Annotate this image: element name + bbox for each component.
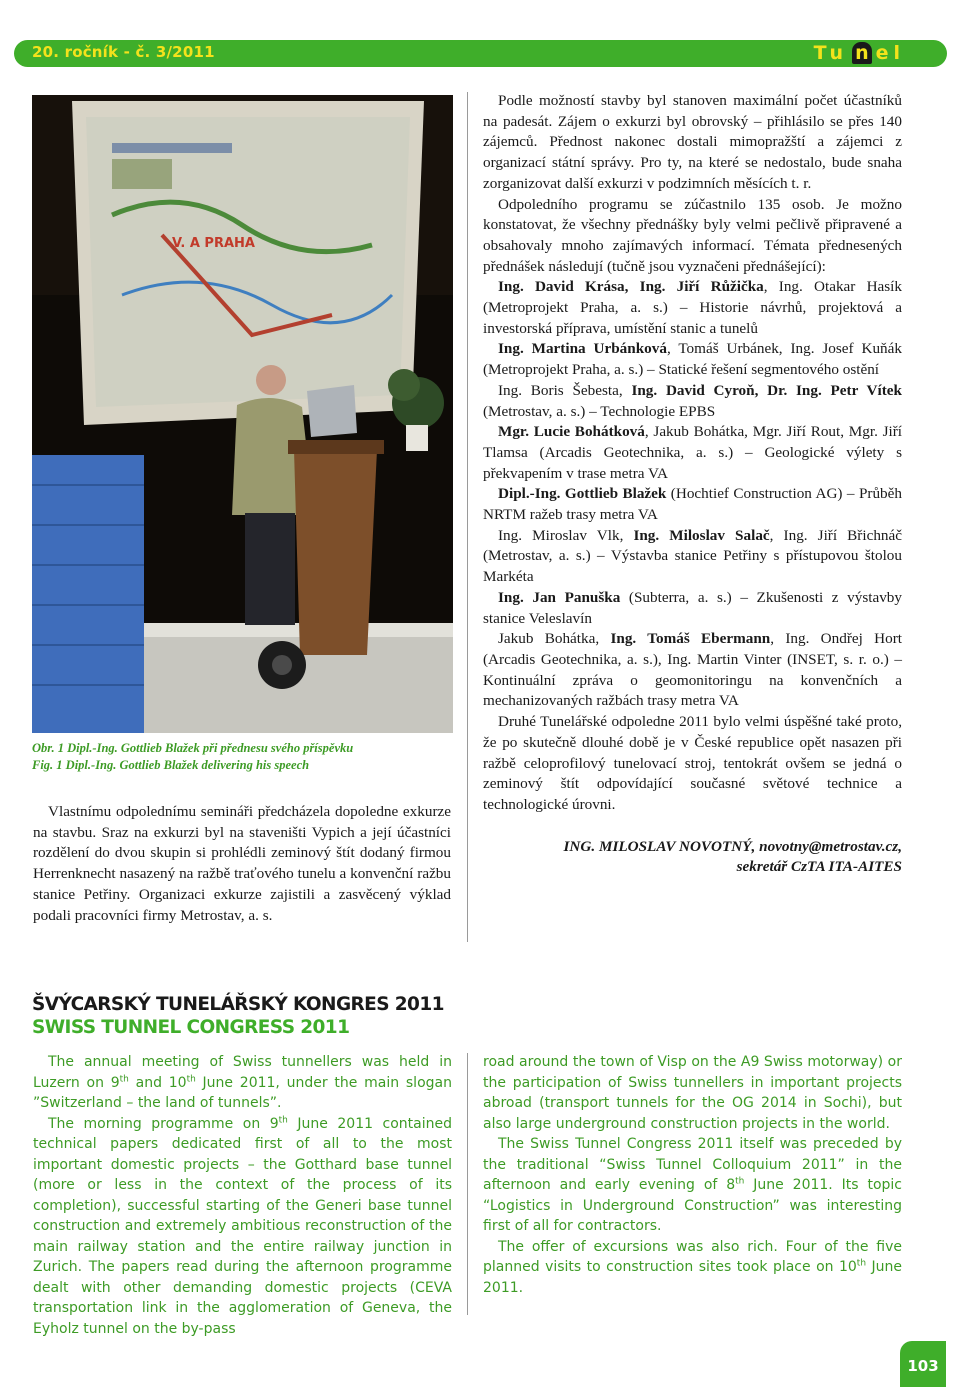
- paragraph: The offer of excursions was also rich. Four of the five planned visits to construction sites took place on 10th June 2011.: [483, 1238, 902, 1296]
- paragraph: road around the town of Visp on the A9 Swiss motorway) or the participation of Swiss tunnellers in important projects abroad (transport tunnels for the OG 2014 in Sochi), but also large underground construction projects in the world.: [483, 1054, 902, 1132]
- paragraph: Druhé Tunelářské odpoledne 2011 bylo velmi úspěšné také proto, že po skutečně dlouhé době je v České republice opět nasazen při ražbě celoprofilový tunelovací stroj, tentokrát ovšem se jedná o zeminový štít odpovídající současné světové technice a technologické úrovni.: [483, 713, 902, 813]
- article-left-column: [33, 802, 451, 926]
- caption-czech: Obr. 1 Dipl.-Ing. Gottlieb Blažek při přednesu svého příspěvku: [32, 741, 354, 755]
- english-left-column: [33, 1052, 452, 1339]
- english-right-column: [483, 1052, 902, 1298]
- paragraph: The Swiss Tunnel Congress 2011 itself was preceded by the traditional “Swiss Tunnel Colloquium 2011” in the afternoon and early evening of 8th June 2011. Its topic “Logistics in Underground Construction” was interesting first of all for contractors.: [483, 1136, 902, 1234]
- talk-item: Ing. Jan Panuška (Subterra, a. s.) – Zkušenosti z výstavby stanice Veleslavín: [483, 588, 902, 627]
- conference-photo: [32, 95, 453, 733]
- journal-logo: Tu n el: [813, 42, 905, 64]
- author-signature: ING. MILOSLAV NOVOTNÝ, novotny@metrostav.cz, sekretář CzTA ITA-AITES: [563, 837, 902, 876]
- photo-caption: [32, 740, 457, 774]
- slide-map-label: V. A PRAHA: [172, 236, 255, 251]
- paragraph: The morning programme on 9th June 2011 contained technical papers dedicated first of all to the most important domestic projects – the Gotthard base tunnel (more or less in the context of the process of its completion), successful starting of the Generi base tunnel construction and extremely ambitious reconstruction of the main railway station and the entire railway junction in Zurich. The papers read during the afternoon programme dealt with other demanding domestic projects (CEVA transportation link in the agglomeration of Geneva, the Eyholz tunnel on the by-pass: [33, 1114, 452, 1337]
- talk-item: Ing. Boris Šebesta, Ing. David Cyroň, Dr. Ing. Petr Vítek (Metrostav, a. s.) – Technologie EPBS: [483, 381, 902, 420]
- column-divider: [467, 92, 468, 942]
- article-right-column: [483, 91, 902, 878]
- section-title-czech: ŠVÝCARSKÝ TUNELÁŘSKÝ KONGRES 2011: [32, 994, 444, 1015]
- page-number: 103: [900, 1341, 946, 1387]
- paragraph: The annual meeting of Swiss tunnellers was held in Luzern on 9th and 10th June 2011, under the main slogan ”Switzerland – the land of tunnels”.: [33, 1054, 452, 1111]
- paragraph: Podle možností stavby byl stanoven maximální počet účastníků na padesát. Zájem o exkurzi byl obrovský – přihlásilo se přes 140 zájemců. Přednost nakonec dostali mimopražští a zájemci z organizací státní správy. Pro ty, na které se nedostalo, bude snaha zorganizovat další exkurzi v podzimních měsících t. r.: [483, 92, 902, 192]
- talk-item: Ing. Martina Urbánková, Tomáš Urbánek, Ing. Josef Kuňák (Metroprojekt Praha, a. s.) – Statické řešení segmentového ostění: [483, 340, 902, 379]
- talk-item: Mgr. Lucie Bohátková, Jakub Bohátka, Mgr. Jiří Rout, Mgr. Jiří Tlamsa (Arcadis Geotechnika, a. s.) – Geologické výlety s překvapením v trase metra VA: [483, 423, 903, 482]
- column-divider: [467, 1053, 468, 1315]
- talk-item: Ing. Miroslav Vlk, Ing. Miloslav Salač, Ing. Jiří Břichnáč (Metrostav, a. s.) – Výstavba stanice Petřiny s přístupovou štolou Markéta: [483, 526, 902, 586]
- header-bar: [14, 40, 947, 67]
- caption-english: Fig. 1 Dipl.-Ing. Gottlieb Blažek delivering his speech: [32, 758, 310, 772]
- issue-label: 20. ročník - č. 3/2011: [32, 43, 215, 61]
- section-title-english: SWISS TUNNEL CONGRESS 2011: [32, 1017, 350, 1038]
- talk-item: Ing. David Krása, Ing. Jiří Růžička, Ing. Otakar Hasík (Metroprojekt Praha, a. s.) – Historie návrhů, projektová a investorská příprava, umístění stanic a tunelů: [483, 278, 902, 337]
- talk-item: Jakub Bohátka, Ing. Tomáš Ebermann, Ing. Ondřej Hort (Arcadis Geotechnika, a. s.), Ing. Martin Vinter (INSET, s. r. o.) – Kontinuální zpráva o geomonitoringu na konvenčních a mechanizovaných ražbách trasy metra VA: [483, 630, 903, 710]
- section-heading: [32, 993, 444, 1039]
- talk-item: Dipl.-Ing. Gottlieb Blažek (Hochtief Construction AG) – Průběh NRTM ražeb trasy metra VA: [483, 485, 902, 524]
- paragraph: Odpoledního programu se zúčastnilo 135 osob. Je možno konstatovat, že všechny přednášky byly velmi pečlivě připravené a obsahovaly mnoho zajímavých informací. Témata přednesených přednášek následují (tučně jsou vyznačeni přednášející):: [483, 195, 902, 275]
- paragraph: Vlastnímu odpolednímu semináři předcházela dopoledne exkurze na stavbu. Sraz na exkurzi byl na staveništi Vypich a její účastníci rozdělení do dvou skupin si prohlédli zeminový štít dodaný firmou Herrenknecht nasazený na ražbě traťového tunelu a konvenční ražbu stanice Petřiny. Organizaci exkurze zajistili a zasvěcený výklad podali pracovníci firmy Metrostav, a. s.: [33, 803, 451, 924]
